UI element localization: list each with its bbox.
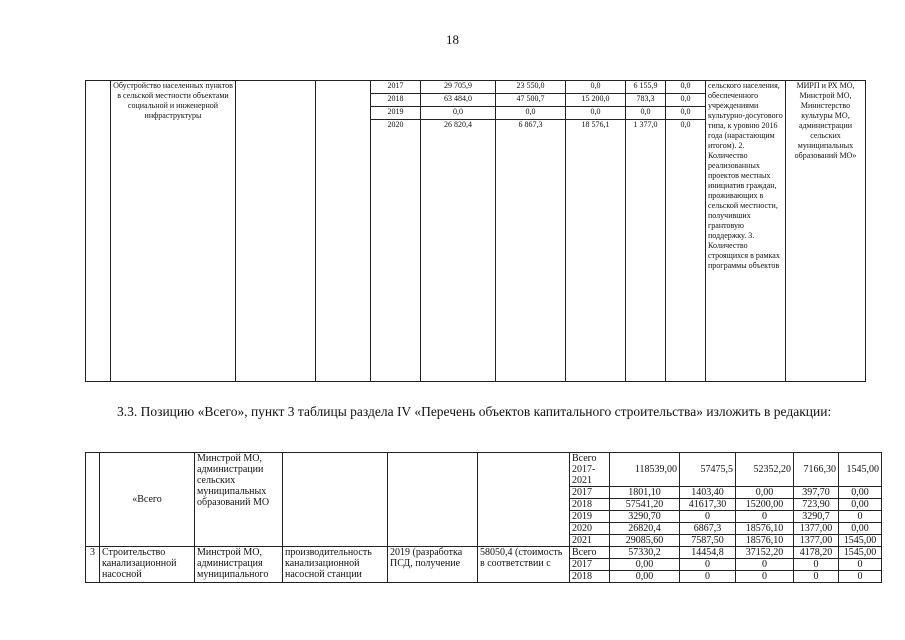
empty-num-cell xyxy=(86,81,111,382)
program-table-fragment xyxy=(85,80,866,382)
year-cell: 2018 xyxy=(371,94,421,107)
page-number: 18 xyxy=(446,32,459,47)
value-cell: 0,0 xyxy=(666,107,706,120)
value-cell: 37152,20 xyxy=(736,547,794,559)
value-cell: 0,00 xyxy=(839,487,882,499)
value-cell: 1545,00 xyxy=(839,535,882,547)
year-cell: 2018 xyxy=(570,571,610,583)
item-cost-cell: 58050,4 (стоимость в соответствии с xyxy=(478,547,570,583)
value-cell: 15200,00 xyxy=(736,499,794,511)
value-cell: 0,00 xyxy=(610,559,680,571)
empty-cell xyxy=(478,453,570,547)
value-cell: 3290,70 xyxy=(610,511,680,523)
value-cell: 0,0 xyxy=(566,81,626,94)
year-cell: Всего xyxy=(570,547,610,559)
value-cell: 15 200,0 xyxy=(566,94,626,107)
value-cell: 3290,7 xyxy=(794,511,839,523)
value-cell: 18576,10 xyxy=(736,535,794,547)
value-cell: 6867,3 xyxy=(680,523,736,535)
value-cell: 6 867,3 xyxy=(496,120,566,382)
capital-construction-table xyxy=(85,452,882,583)
item-period-cell: 2019 (разработка ПСД, получение xyxy=(388,547,478,583)
year-cell: 2020 xyxy=(371,120,421,382)
year-cell: 2017 xyxy=(570,559,610,571)
value-cell: 0 xyxy=(680,511,736,523)
value-cell: 118539,00 xyxy=(610,453,680,487)
value-cell: 57541,20 xyxy=(610,499,680,511)
item-name-cell: Строительство канализационной насосной xyxy=(100,547,195,583)
value-cell: 1403,40 xyxy=(680,487,736,499)
empty-cell xyxy=(388,453,478,547)
value-cell: 18576,10 xyxy=(736,523,794,535)
value-cell: 29 705,9 xyxy=(421,81,496,94)
value-cell: 26 820,4 xyxy=(421,120,496,382)
year-cell: 2021 xyxy=(570,535,610,547)
value-cell: 0,00 xyxy=(839,523,882,535)
value-cell: 1377,00 xyxy=(794,535,839,547)
value-cell: 0 xyxy=(680,571,736,583)
value-cell: 0 xyxy=(736,571,794,583)
value-cell: 6 155,9 xyxy=(626,81,666,94)
event-name-cell: Обустройство населенных пунктов в сельской местности объектами социальной и инженерной инфраструктуры xyxy=(111,81,236,382)
value-cell: 1377,00 xyxy=(794,523,839,535)
value-cell: 0,0 xyxy=(666,120,706,382)
value-cell: 1801,10 xyxy=(610,487,680,499)
value-cell: 783,3 xyxy=(626,94,666,107)
value-cell: 57330,2 xyxy=(610,547,680,559)
value-cell: 0 xyxy=(736,559,794,571)
item-capacity-cell: производительность канализационной насосной станции xyxy=(283,547,388,583)
indicators-cell: сельского населения, обеспеченного учреждениями культурно-досугового типа, к уровню 2016 года (нарастающим итогом). 2. Количество реализованных проектов местных инициатив граждан, проживающих в сельской местности, получивших грантовую поддержку. 3. Количество строящихся в рамках программы объектов xyxy=(706,81,786,382)
year-cell: 2019 xyxy=(371,107,421,120)
value-cell: 0,0 xyxy=(626,107,666,120)
value-cell: 7587,50 xyxy=(680,535,736,547)
value-cell: 52352,20 xyxy=(736,453,794,487)
value-cell: 4178,20 xyxy=(794,547,839,559)
value-cell: 57475,5 xyxy=(680,453,736,487)
value-cell: 7166,30 xyxy=(794,453,839,487)
value-cell: 26820,4 xyxy=(610,523,680,535)
value-cell: 63 484,0 xyxy=(421,94,496,107)
empty-cell xyxy=(283,453,388,547)
year-cell: 2018 xyxy=(570,499,610,511)
value-cell: 0,0 xyxy=(421,107,496,120)
value-cell: 0,0 xyxy=(666,94,706,107)
value-cell: 397,70 xyxy=(794,487,839,499)
value-cell: 41617,30 xyxy=(680,499,736,511)
value-cell: 0,00 xyxy=(736,487,794,499)
year-cell: 2017 xyxy=(371,81,421,94)
year-cell: 2020 xyxy=(570,523,610,535)
value-cell: 0 xyxy=(794,571,839,583)
value-cell: 1 377,0 xyxy=(626,120,666,382)
value-cell: 0,00 xyxy=(839,499,882,511)
value-cell: 0,0 xyxy=(666,81,706,94)
value-cell: 0,00 xyxy=(610,571,680,583)
value-cell: 1545,00 xyxy=(839,453,882,487)
value-cell: 0 xyxy=(839,571,882,583)
value-cell: 0 xyxy=(794,559,839,571)
value-cell: 0 xyxy=(839,511,882,523)
year-cell: 2019 xyxy=(570,511,610,523)
empty-cell xyxy=(236,81,316,382)
empty-num-cell xyxy=(86,453,100,547)
total-responsible-cell: Минстрой МО, администрации сельских муниципальных образований МО xyxy=(195,453,283,547)
item-number-cell: 3 xyxy=(86,547,100,583)
total-label-cell: «Всего xyxy=(100,453,195,547)
value-cell: 723,90 xyxy=(794,499,839,511)
value-cell: 47 500,7 xyxy=(496,94,566,107)
value-cell: 18 576,1 xyxy=(566,120,626,382)
responsible-cell: МИРП и РХ МО, Минстрой МО, Министерство культуры МО, администрации сельских муниципальных образований МО» xyxy=(786,81,866,382)
value-cell: 14454,8 xyxy=(680,547,736,559)
item-responsible-cell: Минстрой МО, администрация муниципального xyxy=(195,547,283,583)
value-cell: 0 xyxy=(839,559,882,571)
value-cell: 1545,00 xyxy=(839,547,882,559)
value-cell: 23 550,0 xyxy=(496,81,566,94)
empty-cell xyxy=(316,81,371,382)
year-cell: 2017 xyxy=(570,487,610,499)
value-cell: 0 xyxy=(736,511,794,523)
value-cell: 0,0 xyxy=(566,107,626,120)
year-cell: Всего 2017-2021 xyxy=(570,453,610,487)
amendment-paragraph xyxy=(85,403,865,420)
value-cell: 0 xyxy=(680,559,736,571)
amendment-text: 3.3. Позицию «Всего», пункт 3 таблицы раздела IV «Перечень объектов капитального строительства» изложить в редакции: xyxy=(117,404,832,419)
value-cell: 29085,60 xyxy=(610,535,680,547)
value-cell: 0,0 xyxy=(496,107,566,120)
